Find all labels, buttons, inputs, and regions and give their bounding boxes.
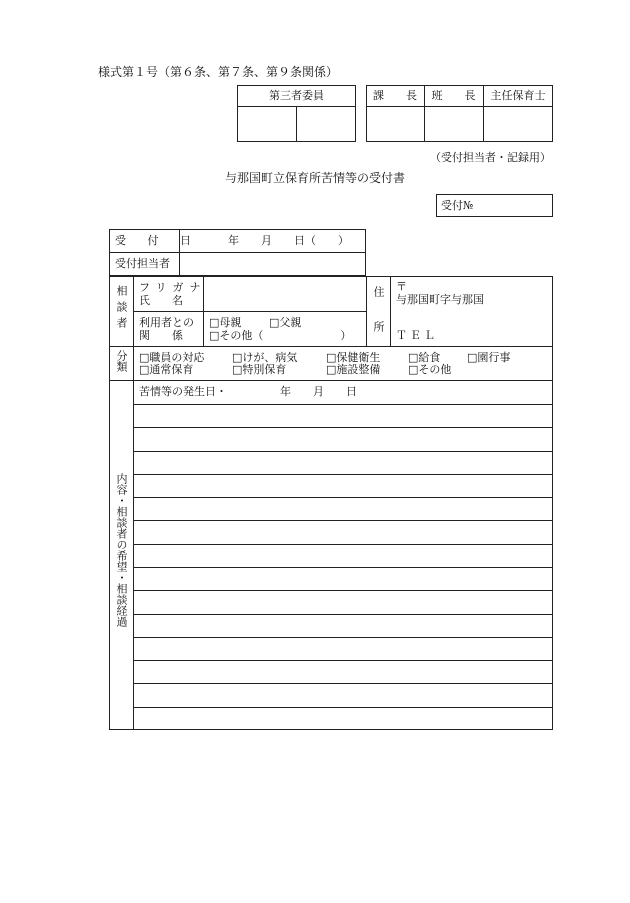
content-line <box>133 707 553 708</box>
third-party-divider-v <box>296 106 297 142</box>
consultant-bottom <box>109 346 553 347</box>
name-label: 氏 名 <box>139 294 183 307</box>
postal-mark: 〒 <box>396 280 407 293</box>
name-relation-divider <box>133 311 366 312</box>
class-staff-response[interactable]: □職員の対応 <box>139 351 205 364</box>
group-chief-label: 班 長 <box>431 89 476 102</box>
reception-no-label: 受付№ <box>441 199 474 212</box>
address-value: 与那国町字与那国 <box>396 293 484 306</box>
content-line <box>133 590 553 591</box>
content-line <box>133 614 553 615</box>
class-other[interactable]: □その他 <box>408 363 452 376</box>
relation-father-checkbox[interactable]: □父親 <box>269 316 302 329</box>
content-label: 内容・相談者の希望・相談経過 <box>115 473 128 627</box>
relation-label-1: 利用者との <box>139 316 194 329</box>
address-label-left <box>366 276 367 346</box>
reception-date-label: 受 付 日 <box>115 234 200 247</box>
head-nurse-label: 主任保育士 <box>490 89 546 102</box>
consultant-label: 相談者 <box>115 285 128 333</box>
occurrence-label: 苦情等の発生日・ <box>139 385 227 398</box>
address-label: 住所 <box>372 286 385 356</box>
content-line <box>133 683 553 684</box>
content-line <box>133 497 553 498</box>
class-facilities[interactable]: □施設整備 <box>326 363 381 376</box>
record-note: （受付担当者・記録用） <box>430 151 551 164</box>
content-line <box>133 451 553 452</box>
date-staff-divider <box>109 252 366 253</box>
content-line <box>133 637 553 638</box>
main-table <box>109 276 553 730</box>
class-injury-illness[interactable]: □けが、病気 <box>232 351 298 364</box>
content-line <box>133 404 553 405</box>
content-line <box>133 474 553 475</box>
relation-label-2: 関 係 <box>139 329 183 342</box>
class-special-care[interactable]: □特別保育 <box>232 363 287 376</box>
content-line <box>133 567 553 568</box>
relation-mother-checkbox[interactable]: □母親 <box>209 316 242 329</box>
third-party-label: 第三者委員 <box>269 89 324 102</box>
tel-label: ＴＥＬ <box>396 329 438 342</box>
class-hygiene[interactable]: □保健衛生 <box>326 351 381 364</box>
form-title: 与那国町立保育所苦情等の受付書 <box>224 171 405 185</box>
content-line <box>133 427 553 428</box>
class-meals[interactable]: □給食 <box>408 351 441 364</box>
class-school-events[interactable]: □園行事 <box>467 351 511 364</box>
relation-other-checkbox[interactable]: □その他（ ） <box>209 329 352 342</box>
classification-label: 分類 <box>115 350 128 372</box>
reception-staff-label: 受付担当者 <box>115 257 170 270</box>
address-label-right <box>390 276 391 346</box>
content-line <box>133 660 553 661</box>
reception-date-value: 年 月 日（ ） <box>228 234 349 247</box>
classification-bottom <box>109 380 553 381</box>
content-line <box>133 520 553 521</box>
occurrence-date: 年 月 日 <box>280 385 357 398</box>
class-regular-care[interactable]: □通常保育 <box>139 363 194 376</box>
approval-divider-h <box>366 106 553 107</box>
form-code: 様式第１号（第６条、第７条、第９条関係） <box>98 65 339 79</box>
section-chief-label: 課 長 <box>373 89 417 102</box>
furigana-label: フリガナ <box>139 281 207 294</box>
content-line <box>133 544 553 545</box>
